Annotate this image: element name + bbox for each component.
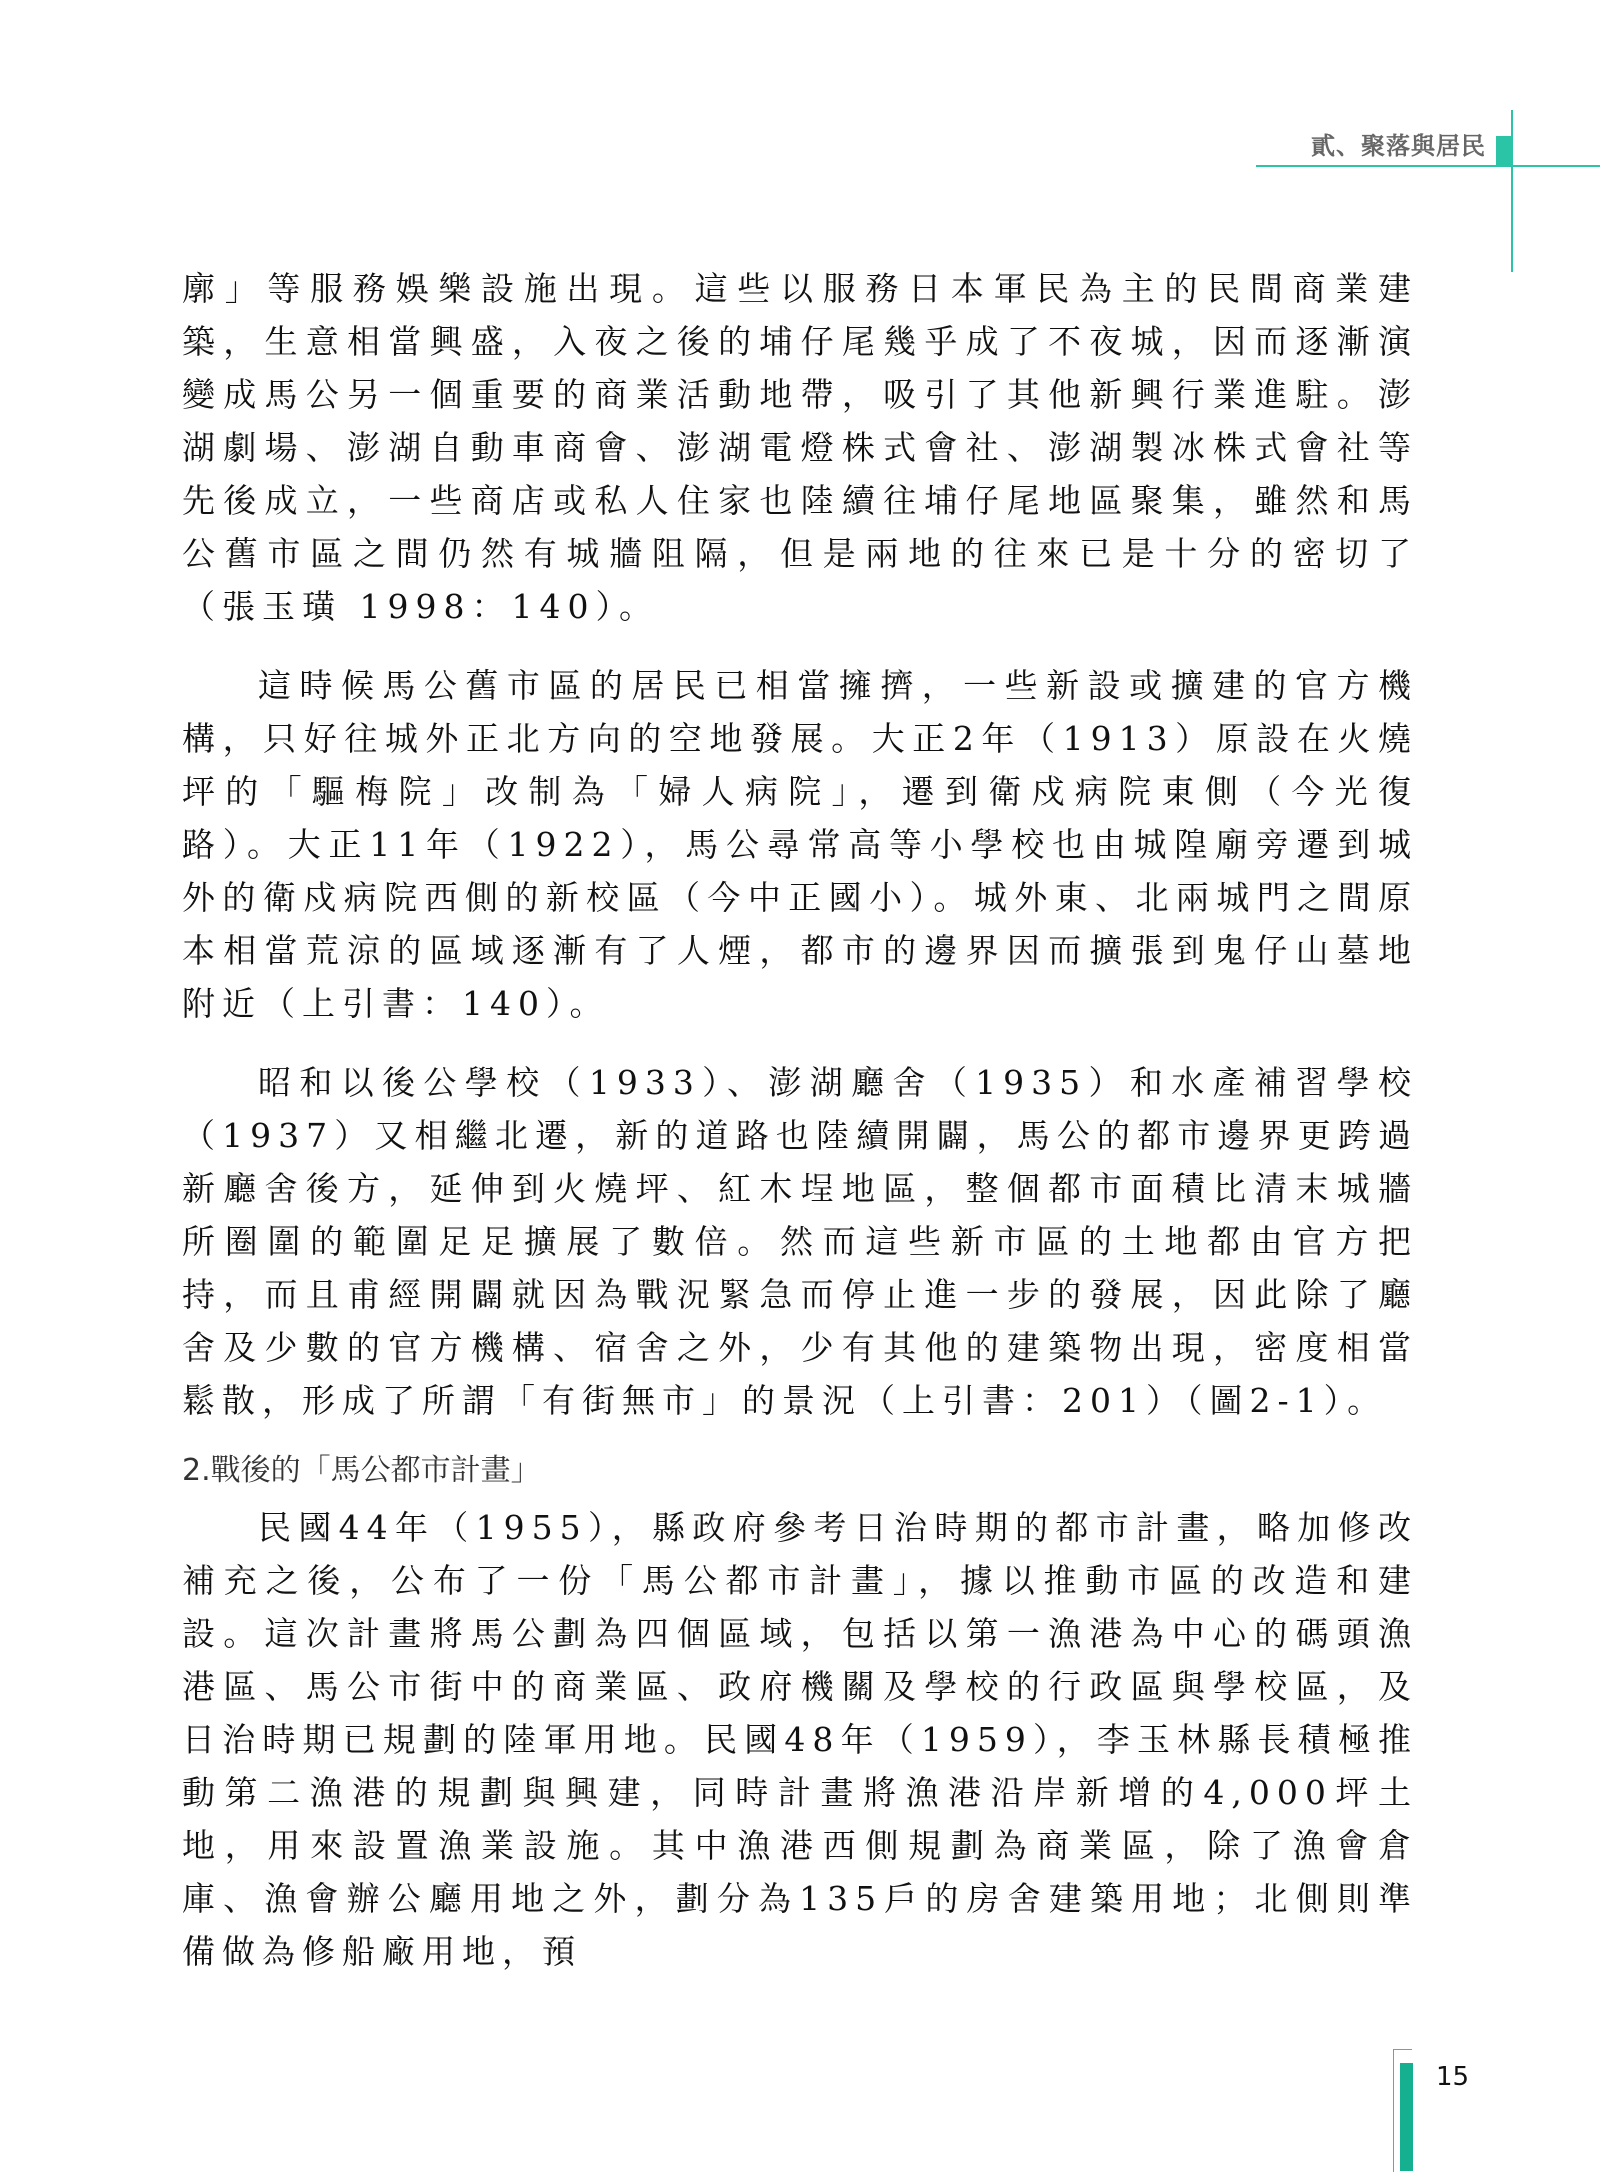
footer-accent-bar [1400,2063,1413,2171]
header-accent-block [1496,136,1512,165]
page-number: 15 [1436,2062,1470,2092]
section-paragraph: 民國44年（1955），縣政府參考日治時期的都市計畫，略加修改補充之後，公布了一份「馬公都市計畫」，據以推動市區的改造和建設。這次計畫將馬公劃為四個區域，包括以第一漁港為中心的碼頭漁港區、馬公市街中的商業區、政府機關及學校的行政區與學校區，及日治時期已規劃的陸軍用地。民國48年（1959），李玉林縣長積極推動第二漁港的規劃與興建，同時計畫將漁港沿岸新增的4,000坪土地，用來設置漁業設施。其中漁港西側規劃為商業區，除了漁會倉庫、漁會辦公廳用地之外，劃分為135戶的房舍建築用地；北側則準備做為修船廠用地，預 [182,1508,1418,1971]
header-rule-vertical [1511,110,1513,272]
header-rule-horizontal [1256,165,1600,167]
paragraph-continued: 廓」等服務娛樂設施出現。這些以服務日本軍民為主的民間商業建築，生意相當興盛，入夜之後的埔仔尾幾乎成了不夜城，因而逐漸演變成馬公另一個重要的商業活動地帶，吸引了其他新興行業進駐。澎湖劇場、澎湖自動車商會、澎湖電燈株式會社、澎湖製冰株式會社等先後成立，一些商店或私人住家也陸續往埔仔尾地區聚集，雖然和馬公舊市區之間仍然有城牆阻隔，但是兩地的往來已是十分的密切了（張玉璜 1998：140）。 [182,269,1418,626]
page-body [182,262,1418,2004]
section-heading: 2.戰後的「馬公都市計畫」 [182,1453,541,1488]
paragraph: 昭和以後公學校（1933）、澎湖廳舍（1935）和水產補習學校（1937）又相繼北遷，新的道路也陸續開闢，馬公的都市邊界更跨過新廳舍後方，延伸到火燒坪、紅木埕地區，整個都市面積比清末城牆所圈圍的範圍足足擴展了數倍。然而這些新市區的土地都由官方把持，而且甫經開闢就因為戰況緊急而停止進一步的發展，因此除了廳舍及少數的官方機構、宿舍之外，少有其他的建築物出現，密度相當鬆散，形成了所謂「有街無市」的景況（上引書：201）（圖2-1）。 [182,1063,1418,1420]
paragraph: 這時候馬公舊市區的居民已相當擁擠，一些新設或擴建的官方機構，只好往城外正北方向的空地發展。大正2年（1913）原設在火燒坪的「驅梅院」改制為「婦人病院」，遷到衛戍病院東側（今光復路）。大正11年（1922），馬公尋常高等小學校也由城隍廟旁遷到城外的衛戍病院西側的新校區（今中正國小）。城外東、北兩城門之間原本相當荒涼的區域逐漸有了人煙，都市的邊界因而擴張到鬼仔山墓地附近（上引書：140）。 [182,666,1418,1023]
running-header-chapter-title: 貳、聚落與居民 [1311,131,1486,160]
